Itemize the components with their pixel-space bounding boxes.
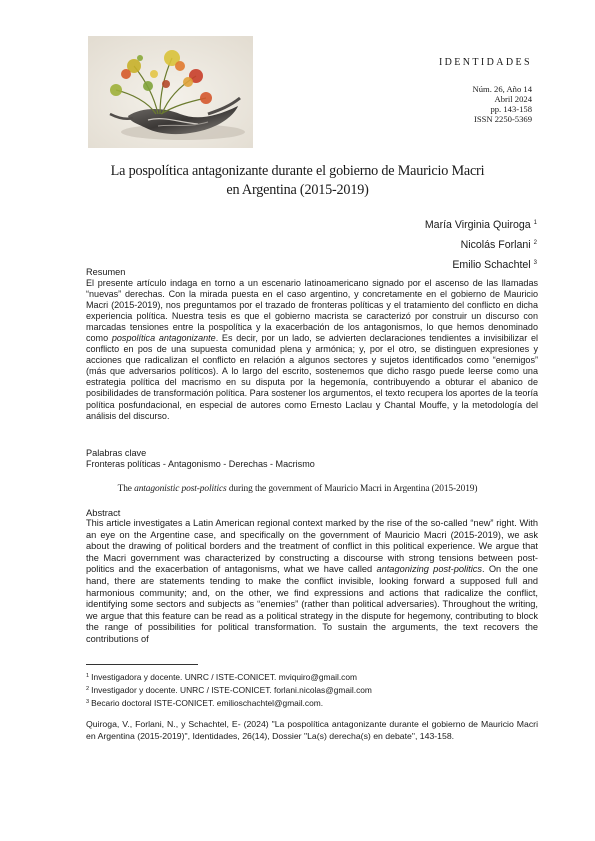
abstract-italic-term: antagonizing post-politics (376, 564, 483, 575)
keywords-heading: Palabras clave (86, 448, 147, 458)
journal-name: IDENTIDADES (438, 57, 532, 68)
keywords-list: Fronteras políticas - Antagonismo - Derechas - Macrismo (86, 459, 315, 469)
citation-reference: Quiroga, V., Forlani, N., y Schachtel, E- (2024) "La pospolítica antagonizante durante el gobierno de Mauricio Macri en Argentina (2015-2019)", Identidades, 26(14), Dossier "La(s) derecha(s) en debate", 143-158. (86, 719, 538, 741)
author-name: Nicolás Forlani (460, 239, 531, 251)
author-name: María Virginia Quiroga (424, 219, 531, 231)
footnote-divider (86, 664, 198, 665)
article-title-line-2: en Argentina (2015-2019) (226, 182, 369, 198)
footnote-text: Investigador y docente. UNRC / ISTE-CONICET. forlani.nicolas@gmail.com (91, 685, 372, 695)
footnote-mark: 1 (533, 220, 537, 226)
footnote-2 (86, 684, 372, 696)
abstract-text: This article investigates a Latin American regional context marked by the rise of the so-called “new” right. With an eye on the Argentine case, and specifically on the government of Mauricio Macri (2015-2019), we ask about the drawing of political borders and the treatment of conflict in this political experience. We argue that the Macri government was characterized by constructing a discourse with strong tensions between post-politics and the exacerbation of antagonisms, what we have called antagonizing post-politics. On the one hand, there are statements tending to make the conflict invisible, looking forward a supposed full and harmonious community; and, on the other, we find expressions and actions that radicalize the conflict, identifying some sectors and subjects as “enemies” (rather than political adversaries). Throughout the writing, we argue that this feature can be read as a political strategy in the dispute for hegemony, contributing to block the range of possibilities for political transformation. To sustain the arguments, the text recovers the contributions of (86, 518, 538, 644)
resumen-italic-term: pospolítica antagonizante (111, 333, 216, 344)
journal-logo-illustration (88, 36, 253, 148)
issue-info (473, 84, 532, 124)
footnote-mark: 2 (86, 686, 90, 692)
author-2 (425, 234, 537, 254)
footnote-text: Becario doctoral ISTE-CONICET. emilioschachtel@gmail.com. (91, 698, 324, 708)
resumen-text: El presente artículo indaga en torno a un escenario latinoamericano signado por el ascenso de las llamadas “nuevas” derechas. Con la mirada puesta en el caso argentino, y concretamente en el gobierno de Mauricio Macri (2015-2019), nos preguntamos por el trazado de fronteras políticas y el tratamiento del conflicto en dicha experiencia política. Nuestra tesis es que el gobierno macrista se caracterizó por construir un discurso con marcadas tensiones entre la pospolítica y la exacerbación de los antagonismos, lo que hemos denominado como pospolítica antagonizante. Es decir, por un lado, se advierten declaraciones tendientes a invisibilizar el conflicto en pos de una supuesta comunidad plena y armónica; y, por el otro, se distinguen expresiones y acciones que radicalizan el conflicto en relación a algunos sectores y sujetos identificados como “enemigos” (más que adversarios políticos). A lo largo del escrito, sostenemos que dicho rasgo puede leerse como una estrategia política del macrismo en su disputa por la hegemonía, contribuyendo a obturar el abanico de posibilidades de transformación política. Para sostener los argumentos, el texto recupera los aportes de la teoría política posfundacional, en especial de autores como Ernesto Laclau y Chantal Mouffe, y la metodología del análisis del discurso. (86, 278, 538, 421)
footnote-text: Investigadora y docente. UNRC / ISTE-CONICET. mviquiro@gmail.com (91, 672, 358, 682)
author-list (425, 214, 537, 274)
abstract-heading: Abstract (86, 507, 121, 518)
footnote-1 (86, 671, 357, 683)
footnote-mark: 1 (86, 673, 90, 679)
resumen-heading: Resumen (86, 267, 126, 277)
article-title-line-1: La pospolítica antagonizante durante el gobierno de Mauricio Macri (110, 163, 485, 179)
english-title: The antagonistic post-politics during the government of Mauricio Macri in Argentina (2015-2019) (117, 484, 478, 494)
author-name: Emilio Schachtel (452, 259, 531, 271)
page-range: pp. 143-158 (490, 104, 532, 114)
issn: ISSN 2250-5369 (473, 114, 532, 124)
issue-date: Abril 2024 (494, 94, 532, 104)
english-title-italic: antagonistic post-politics (134, 484, 227, 494)
footnote-mark: 2 (533, 240, 537, 246)
footnote-mark: 3 (533, 260, 537, 266)
author-1 (425, 214, 537, 234)
article-title (70, 162, 525, 200)
footnote-mark: 3 (86, 699, 90, 705)
issue-number: Núm. 26, Año 14 (472, 84, 532, 94)
footnote-3 (86, 697, 323, 709)
